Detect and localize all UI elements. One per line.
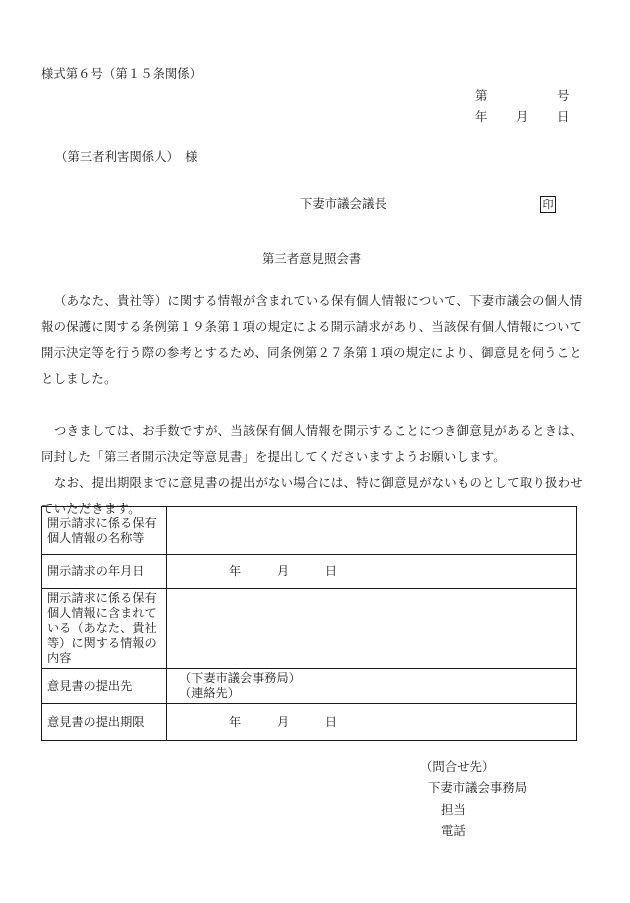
- submit-to-contact: （連絡先）: [179, 686, 240, 700]
- date-day: 日: [557, 109, 570, 124]
- date-month: 月: [516, 109, 529, 124]
- info-table: [41, 506, 577, 741]
- seal-stamp: 印: [540, 196, 556, 213]
- paragraph-1-text: （あなた、貴社等）に関する情報が含まれている保有個人情報について、下妻市議会の個人情報の保護に関する条例第１９条第１項の規定による開示請求があり、当該保有個人情報について開示決定等を行う際の参考とするため、同条例第２７条第１項の規定により、御意見を伺うこととしました。: [41, 293, 583, 386]
- document-title: 第三者意見照会書: [262, 251, 362, 266]
- row-value-info-content[interactable]: [167, 589, 577, 669]
- doc-number-prefix: 第: [475, 88, 488, 103]
- row-value-deadline[interactable]: [167, 704, 577, 741]
- table-row: [42, 589, 577, 669]
- table-row: [42, 555, 577, 589]
- contact-office: 下妻市議会事務局: [428, 780, 528, 795]
- row-label-deadline: 意見書の提出期限: [42, 704, 167, 741]
- row-label-info-name: 開示請求に係る保有個人情報の名称等: [42, 507, 167, 555]
- submit-to-office: （下妻市議会事務局）: [179, 671, 301, 685]
- deadline-year: 年: [229, 714, 242, 729]
- deadline-day: 日: [324, 714, 338, 729]
- table-row: [42, 704, 577, 741]
- deadline-month: 月: [276, 714, 290, 729]
- table-row: [42, 507, 577, 555]
- row-label-submit-to: 意見書の提出先: [42, 669, 167, 704]
- addressee: （第三者利害関係人） 様: [55, 149, 198, 164]
- row-value-submit-to[interactable]: [167, 669, 577, 704]
- request-date-year: 年: [229, 564, 242, 578]
- doc-number-suffix: 号: [557, 88, 570, 103]
- contact-phone: 電話: [441, 823, 466, 838]
- sender: 下妻市議会議長: [300, 196, 387, 211]
- row-value-request-date[interactable]: [167, 555, 577, 589]
- paragraph-3-text: なお、提出期限までに意見書の提出がない場合には、特に御意見がないものとして取り扱わせていただきます。: [41, 475, 583, 516]
- paragraph-1: [41, 288, 593, 392]
- row-label-request-date: 開示請求の年月日: [42, 555, 167, 589]
- request-date-month: 月: [276, 564, 290, 578]
- paragraph-2: [41, 418, 593, 470]
- request-date-day: 日: [324, 564, 338, 578]
- row-label-info-content: 開示請求に係る保有個人情報に含まれている（あなた、貴社等）に関する情報の内容: [42, 589, 167, 669]
- date-year: 年: [475, 109, 488, 124]
- table-row: [42, 669, 577, 704]
- contact-heading: （問合せ先）: [420, 759, 495, 774]
- contact-person: 担当: [441, 802, 466, 817]
- form-number: 様式第６号（第１５条関係）: [41, 66, 203, 81]
- row-value-info-name[interactable]: [167, 507, 577, 555]
- paragraph-2-text: つきましては、お手数ですが、当該保有個人情報を開示することにつき御意見があるときは、同封した「第三者開示決定等意見書」を提出してくださいますようお願いします。: [41, 423, 583, 464]
